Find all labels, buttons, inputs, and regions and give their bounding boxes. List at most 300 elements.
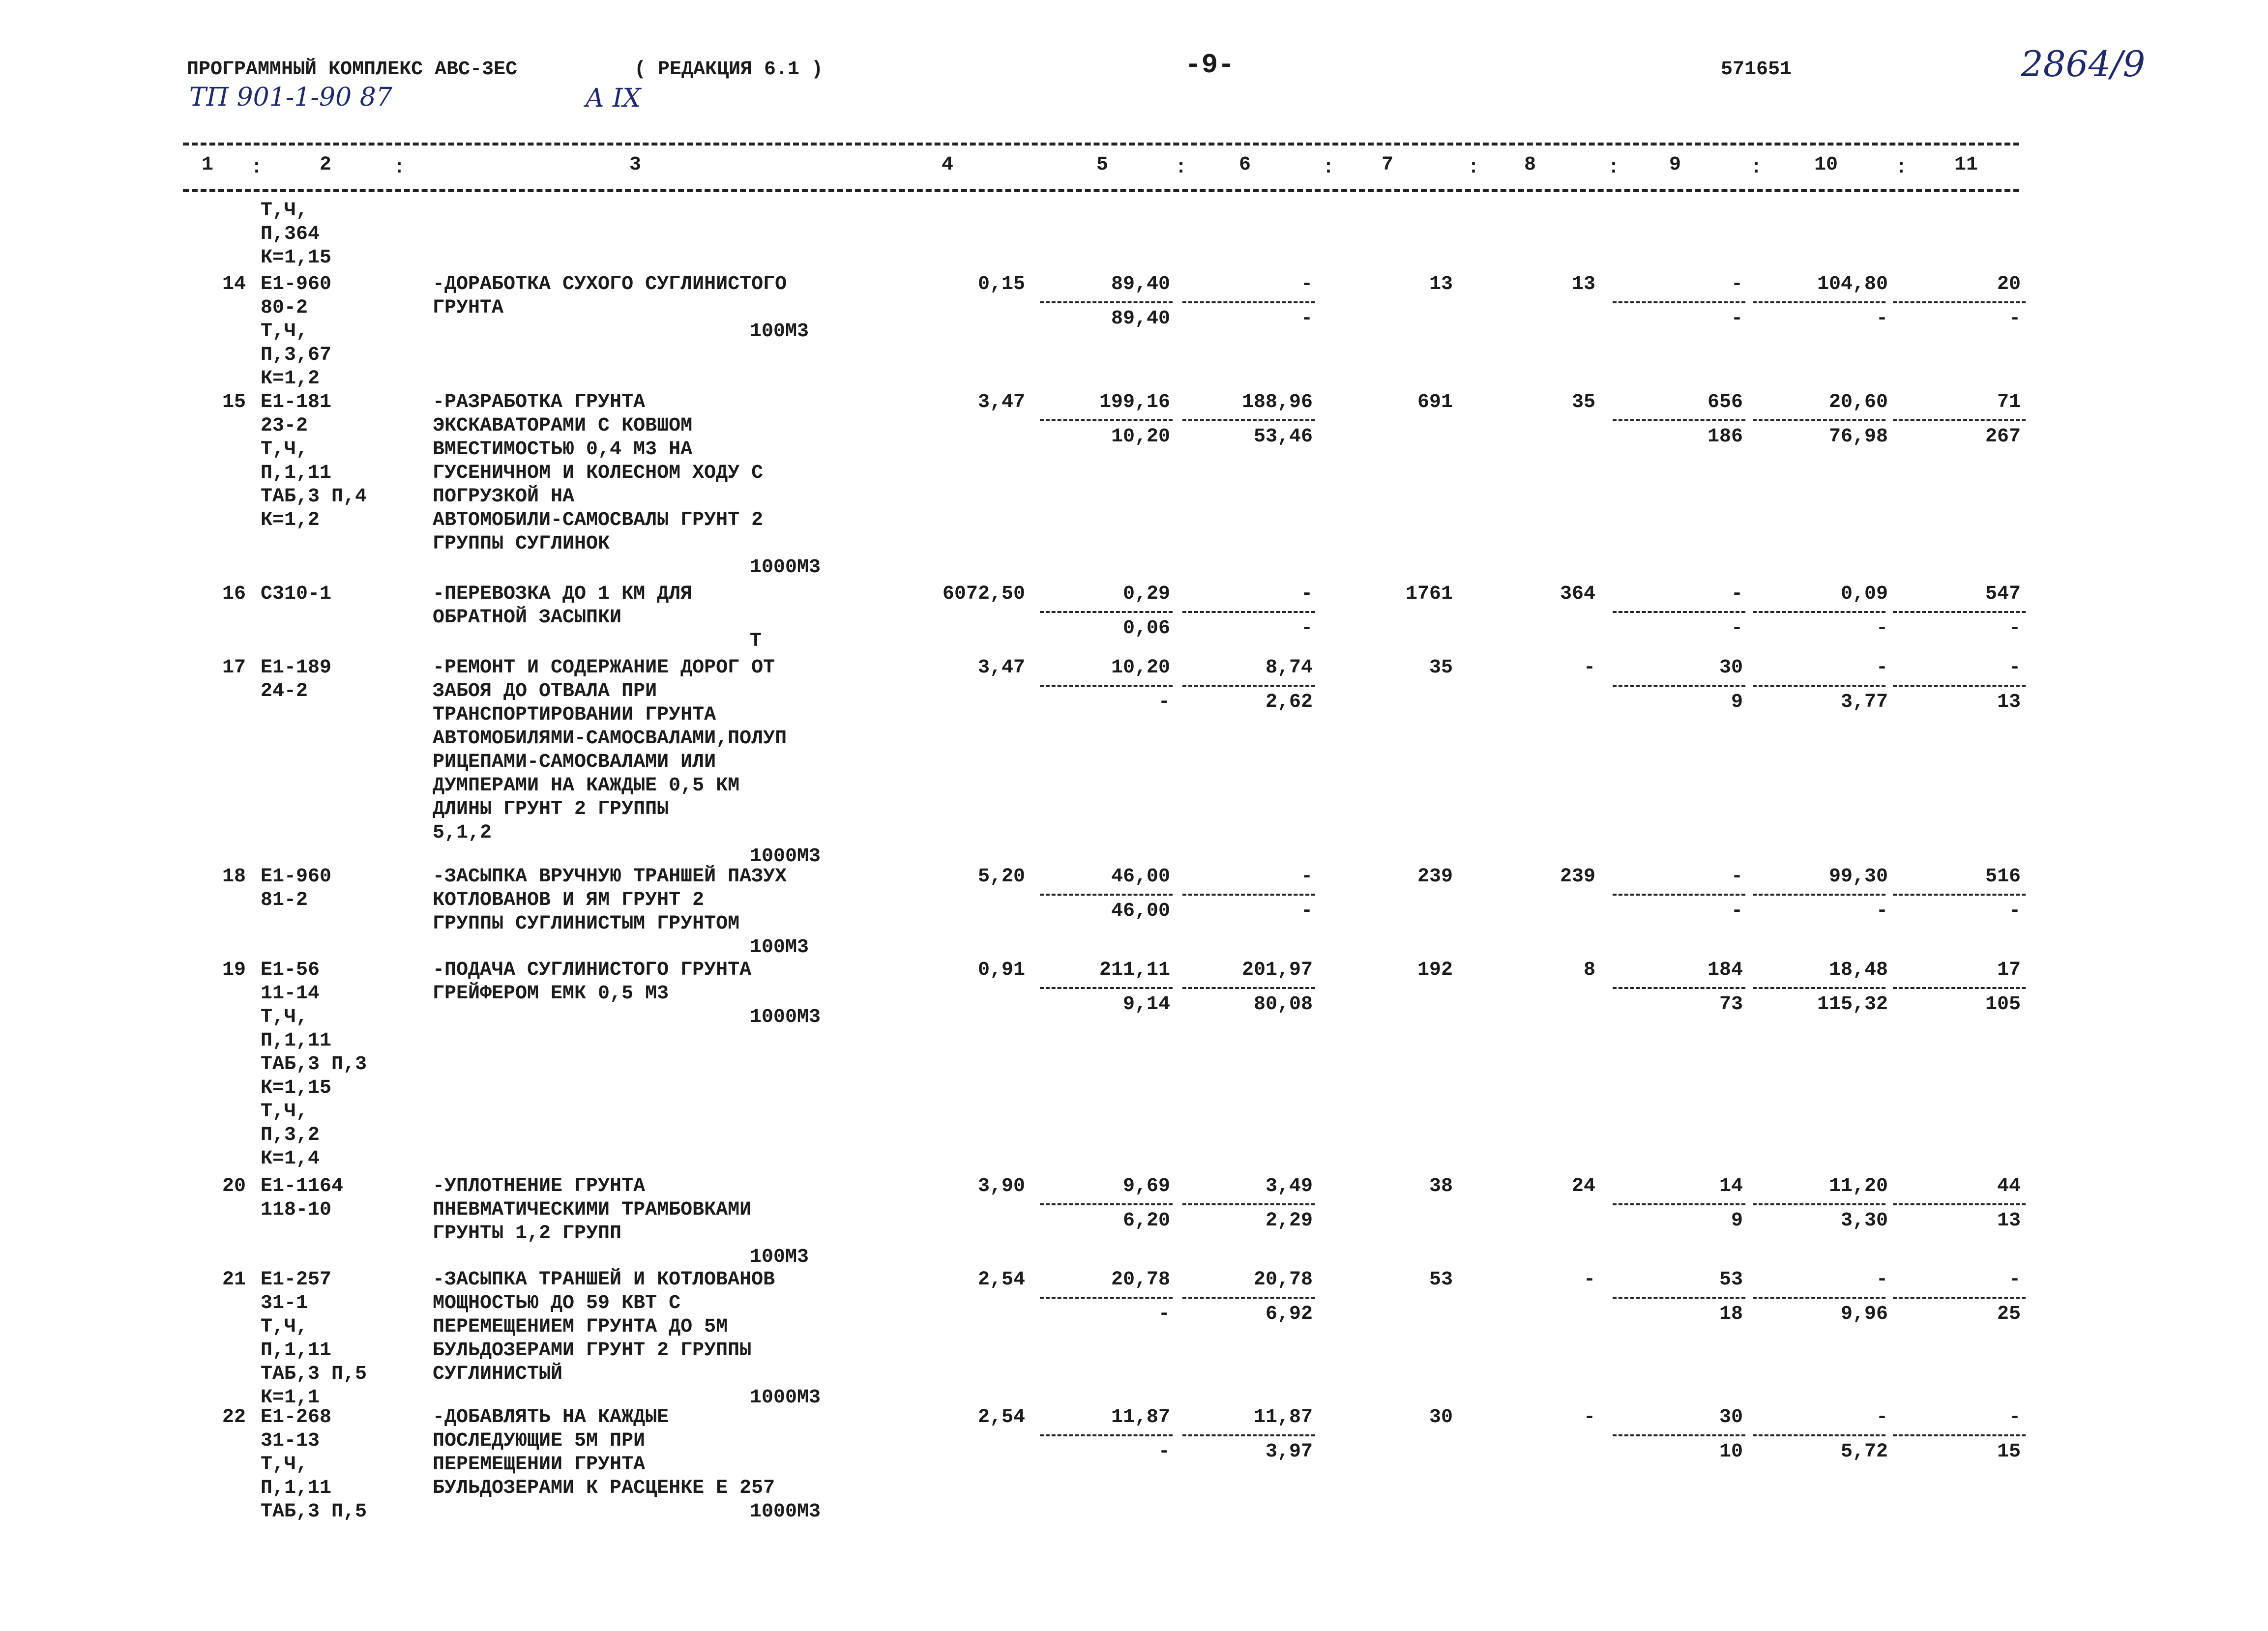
c9-upper-value: 14 — [1719, 1175, 1743, 1197]
price-code-line: Т,Ч, — [261, 1316, 308, 1338]
price-code-line: П,1,11 — [261, 462, 332, 484]
price-code — [261, 273, 331, 391]
work-description — [433, 865, 787, 936]
price-code-line: 80-2 — [261, 297, 308, 319]
quantity-value: 3,90 — [977, 1175, 1025, 1197]
price-code-line: К=1,1 — [261, 1387, 320, 1409]
work-description-line: ЗАБОЯ ДО ОТВАЛА ПРИ — [433, 680, 657, 702]
column-8-value: - — [1583, 657, 1595, 679]
c9-fraction-line — [1613, 419, 1745, 421]
work-description — [433, 1406, 775, 1500]
c5-lower-value: 9,14 — [1122, 993, 1170, 1016]
c11-lower-value: - — [2008, 617, 2021, 640]
c6-upper-value: 11,87 — [1253, 1406, 1313, 1428]
row-number: 17 — [222, 657, 246, 679]
c6-upper-value: - — [1300, 273, 1313, 295]
column-separator: : — [1175, 157, 1187, 179]
c10-fraction-line — [1753, 1434, 1885, 1436]
c11-upper-value: 44 — [1997, 1175, 2021, 1197]
c10-upper-value: 104,80 — [1817, 273, 1888, 295]
work-description-line: ПНЕВМАТИЧЕСКИМИ ТРАМБОВКАМИ — [433, 1199, 752, 1221]
row-number: 19 — [222, 959, 246, 981]
c11-lower-value: 13 — [1997, 1210, 2021, 1232]
unit-of-measure: 100М3 — [750, 1246, 809, 1268]
c11-upper-value: - — [2008, 1406, 2021, 1428]
work-description-line: -УПЛОТНЕНИЕ ГРУНТА — [433, 1175, 646, 1197]
c5-fraction-line — [1040, 1203, 1173, 1205]
c6-fraction-line — [1182, 611, 1315, 613]
c11-fraction-line — [1893, 987, 2026, 989]
c6-lower-value: 80,08 — [1253, 993, 1313, 1016]
c10-lower-value: 9,96 — [1840, 1303, 1888, 1325]
column-separator: : — [1608, 157, 1620, 179]
column-8-value: 8 — [1583, 959, 1595, 981]
work-description-line: -РАЗРАБОТКА ГРУНТА — [433, 391, 646, 413]
work-description-line: РИЦЕПАМИ-САМОСВАЛАМИ ИЛИ — [433, 751, 716, 773]
c6-lower-value: 53,46 — [1253, 426, 1313, 448]
price-code — [261, 656, 331, 703]
c11-fraction-line — [1893, 894, 2026, 896]
column-7-value: 239 — [1417, 866, 1453, 888]
c9-lower-value: 9 — [1731, 1210, 1743, 1232]
c9-fraction-line — [1613, 1297, 1745, 1299]
c5-lower-value: 10,20 — [1111, 426, 1170, 448]
column-header-11: 11 — [1954, 154, 1978, 176]
c11-upper-value: - — [2008, 1269, 2021, 1291]
c10-lower-value: 76,98 — [1828, 426, 1888, 448]
column-header-8: 8 — [1524, 154, 1536, 176]
column-8-value: 239 — [1560, 866, 1595, 888]
quantity-value: 2,54 — [977, 1406, 1025, 1428]
c9-upper-value: - — [1731, 273, 1743, 295]
c6-upper-value: 20,78 — [1253, 1269, 1313, 1291]
c5-upper-value: 211,11 — [1099, 959, 1170, 981]
c6-fraction-line — [1182, 1203, 1315, 1205]
prelude-line: Т,Ч, — [261, 200, 308, 222]
quantity-value: 5,20 — [977, 866, 1025, 888]
c11-lower-value: 15 — [1997, 1441, 2021, 1463]
c6-upper-value: - — [1300, 866, 1313, 888]
column-7-value: 192 — [1417, 959, 1453, 981]
price-code-line: Е1-1164 — [261, 1175, 344, 1197]
price-code-line: Е1-181 — [261, 391, 332, 413]
price-code-line: ТАБ,3 П,5 — [261, 1363, 367, 1385]
c6-lower-value: 6,92 — [1265, 1303, 1313, 1325]
price-code — [261, 865, 331, 912]
unit-of-measure: 1000М3 — [750, 556, 821, 579]
c11-fraction-line — [1893, 1297, 2026, 1299]
c11-fraction-line — [1893, 685, 2026, 687]
c10-fraction-line — [1753, 987, 1885, 989]
work-description-line: ЭКСКАВАТОРАМИ С КОВШОМ — [433, 415, 693, 437]
prelude-line: П,364 — [261, 223, 320, 245]
work-description-line: ПОСЛЕДУЮЩИЕ 5М ПРИ — [433, 1430, 646, 1452]
column-separator: : — [1750, 157, 1763, 179]
price-code-line: П,1,11 — [261, 1477, 332, 1499]
work-description-line: ГРУНТА — [433, 297, 504, 319]
c5-lower-value: - — [1158, 1303, 1170, 1325]
price-code-line: П,1,11 — [261, 1030, 332, 1052]
row-number: 18 — [222, 866, 246, 888]
column-separator: : — [1895, 157, 1908, 179]
c5-fraction-line — [1040, 894, 1173, 896]
work-description-line: ГРЕЙФЕРОМ ЕМК 0,5 М3 — [433, 983, 669, 1005]
c6-lower-value: 3,97 — [1265, 1441, 1313, 1463]
column-header-10: 10 — [1814, 154, 1838, 176]
price-code-line: Е1-56 — [261, 959, 320, 981]
row-number: 16 — [222, 583, 246, 605]
c6-upper-value: 3,49 — [1265, 1175, 1313, 1197]
header-rule-bottom — [183, 189, 2019, 192]
c10-fraction-line — [1753, 1297, 1885, 1299]
c9-fraction-line — [1613, 611, 1745, 613]
work-description-line: -ЗАСЫПКА ВРУЧНУЮ ТРАНШЕЙ ПАЗУХ — [433, 866, 787, 888]
c11-fraction-line — [1893, 419, 2026, 421]
column-7-value: 30 — [1429, 1406, 1453, 1428]
c9-lower-value: 18 — [1719, 1303, 1743, 1325]
work-description-line: ДЛИНЫ ГРУНТ 2 ГРУППЫ — [433, 798, 669, 820]
work-description — [433, 1175, 751, 1246]
column-header-5: 5 — [1096, 154, 1109, 176]
price-code — [261, 1268, 367, 1410]
c11-upper-value: 516 — [1985, 866, 2021, 888]
quantity-value: 6072,50 — [942, 583, 1025, 605]
price-code-line: С310-1 — [261, 583, 332, 605]
column-header-2: 2 — [320, 154, 332, 176]
c9-lower-value: - — [1731, 900, 1743, 922]
c11-lower-value: 105 — [1985, 993, 2021, 1016]
c11-lower-value: - — [2008, 308, 2021, 330]
handwritten-stamp: 2864/9 — [2021, 43, 2146, 85]
c5-upper-value: 199,16 — [1099, 391, 1170, 413]
c9-lower-value: - — [1731, 617, 1743, 640]
c9-lower-value: 10 — [1719, 1441, 1743, 1463]
c10-lower-value: - — [1876, 900, 1888, 922]
c5-upper-value: 89,40 — [1111, 273, 1170, 295]
c10-lower-value: - — [1876, 617, 1888, 640]
work-description — [433, 959, 751, 1006]
column-header-7: 7 — [1382, 154, 1394, 176]
c5-upper-value: 11,87 — [1111, 1406, 1170, 1428]
c9-upper-value: - — [1731, 866, 1743, 888]
c11-fraction-line — [1893, 1434, 2026, 1436]
price-code-line: 24-2 — [261, 680, 308, 702]
price-code-line: Т,Ч, — [261, 1101, 308, 1123]
price-code — [261, 1175, 343, 1222]
c11-lower-value: 13 — [1997, 691, 2021, 713]
price-code-line: 31-13 — [261, 1430, 320, 1452]
price-code-line: К=1,2 — [261, 509, 320, 531]
work-description-line: -ПЕРЕВОЗКА ДО 1 КМ ДЛЯ — [433, 583, 693, 605]
c5-upper-value: 9,69 — [1122, 1175, 1170, 1197]
c11-fraction-line — [1893, 301, 2026, 303]
c5-lower-value: - — [1158, 691, 1170, 713]
work-description-line: БУЛЬДОЗЕРАМИ ГРУНТ 2 ГРУППЫ — [433, 1340, 752, 1362]
work-description-line: -ДОБАВЛЯТЬ НА КАЖДЫЕ — [433, 1406, 669, 1428]
work-description-line: 5,1,2 — [433, 822, 492, 844]
prelude-line: К=1,15 — [261, 247, 332, 269]
work-description-line: ДУМПЕРАМИ НА КАЖДЫЕ 0,5 КМ — [433, 775, 740, 797]
quantity-value: 3,47 — [977, 391, 1025, 413]
c9-upper-value: 30 — [1719, 657, 1743, 679]
c6-upper-value: 201,97 — [1241, 959, 1313, 981]
c6-lower-value: - — [1300, 617, 1313, 640]
c5-fraction-line — [1040, 1297, 1173, 1299]
c11-fraction-line — [1893, 1203, 2026, 1205]
column-8-value: 24 — [1571, 1175, 1595, 1197]
column-8-value: 364 — [1560, 583, 1595, 605]
c6-lower-value: 2,62 — [1265, 691, 1313, 713]
quantity-value: 0,15 — [977, 273, 1025, 295]
row-number: 15 — [222, 391, 246, 413]
price-code — [261, 391, 367, 532]
c9-fraction-line — [1613, 301, 1745, 303]
c11-upper-value: - — [2008, 657, 2021, 679]
c10-lower-value: 115,32 — [1817, 993, 1888, 1016]
row-number: 21 — [222, 1269, 246, 1291]
work-description-line: ВМЕСТИМОСТЬЮ 0,4 М3 НА — [433, 438, 693, 461]
quantity-value: 2,54 — [977, 1269, 1025, 1291]
c9-lower-value: 73 — [1719, 993, 1743, 1016]
work-description-line: ГУСЕНИЧНОМ И КОЛЕСНОМ ХОДУ С — [433, 462, 764, 484]
c5-fraction-line — [1040, 987, 1173, 989]
c5-lower-value: 89,40 — [1111, 308, 1170, 330]
work-description-line: ГРУНТЫ 1,2 ГРУПП — [433, 1223, 622, 1245]
work-description-line: ТРАНСПОРТИРОВАНИИ ГРУНТА — [433, 704, 716, 726]
c6-fraction-line — [1182, 301, 1315, 303]
c6-fraction-line — [1182, 987, 1315, 989]
c5-fraction-line — [1040, 1434, 1173, 1436]
c10-upper-value: 0,09 — [1840, 583, 1888, 605]
price-code-line: Т,Ч, — [261, 1006, 308, 1028]
price-code-line: ТАБ,3 П,3 — [261, 1053, 367, 1076]
price-code-line: Т,Ч, — [261, 320, 308, 343]
work-description-line: ГРУППЫ СУГЛИНИСТЫМ ГРУНТОМ — [433, 913, 740, 935]
price-code-line: Т,Ч, — [261, 1454, 308, 1476]
column-separator: : — [1323, 157, 1335, 179]
unit-of-measure: 100М3 — [750, 936, 809, 959]
c6-fraction-line — [1182, 685, 1315, 687]
c10-lower-value: 5,72 — [1840, 1441, 1888, 1463]
c10-lower-value: 3,77 — [1840, 691, 1888, 713]
c5-fraction-line — [1040, 611, 1173, 613]
work-description-line: АВТОМОБИЛИ-САМОСВАЛЫ ГРУНТ 2 — [433, 509, 764, 531]
work-description-line: ОБРАТНОЙ ЗАСЫПКИ — [433, 607, 622, 629]
c9-upper-value: 30 — [1719, 1406, 1743, 1428]
work-description-line: МОЩНОСТЬЮ ДО 59 КВТ С — [433, 1292, 681, 1314]
c10-upper-value: - — [1876, 1269, 1888, 1291]
c10-upper-value: 11,20 — [1828, 1175, 1888, 1197]
c11-upper-value: 20 — [1997, 273, 2021, 295]
page-number: -9- — [1185, 49, 1235, 81]
c5-lower-value: - — [1158, 1441, 1170, 1463]
c9-upper-value: 656 — [1707, 391, 1743, 413]
project-number: ТП 901-1-90 87 — [189, 83, 392, 112]
c10-fraction-line — [1753, 1203, 1885, 1205]
work-description-line: ПЕРЕМЕЩЕНИЕМ ГРУНТА ДО 5М — [433, 1316, 728, 1338]
c9-upper-value: 184 — [1707, 959, 1743, 981]
work-description-line: ПЕРЕМЕЩЕНИИ ГРУНТА — [433, 1454, 646, 1476]
column-8-value: - — [1583, 1269, 1595, 1291]
edition-label: ( РЕДАКЦИЯ 6.1 ) — [634, 58, 824, 81]
work-description-line: ПОГРУЗКОЙ НА — [433, 486, 575, 508]
c10-fraction-line — [1753, 611, 1885, 613]
work-description — [433, 391, 763, 556]
c5-fraction-line — [1040, 419, 1173, 421]
column-7-value: 53 — [1429, 1269, 1453, 1291]
column-7-value: 691 — [1417, 391, 1453, 413]
row-number: 14 — [222, 273, 246, 295]
work-description-line: -ЗАСЫПКА ТРАНШЕЙ И КОТЛОВАНОВ — [433, 1269, 775, 1291]
c5-fraction-line — [1040, 301, 1173, 303]
row-number: 22 — [222, 1406, 246, 1428]
c9-lower-value: 186 — [1707, 426, 1743, 448]
c10-fraction-line — [1753, 419, 1885, 421]
price-code-line: П,3,2 — [261, 1124, 320, 1146]
price-code-line: ТАБ,3 П,4 — [261, 486, 367, 508]
price-code-line: Е1-268 — [261, 1406, 332, 1428]
column-header-9: 9 — [1669, 154, 1681, 176]
price-code-line: Е1-189 — [261, 657, 332, 679]
work-description-line: БУЛЬДОЗЕРАМИ К РАСЦЕНКЕ Е 257 — [433, 1477, 775, 1499]
c10-upper-value: 99,30 — [1828, 866, 1888, 888]
document-code: 571651 — [1721, 58, 1792, 81]
column-header-3: 3 — [629, 154, 642, 176]
price-code-line: 11-14 — [261, 983, 320, 1005]
c10-lower-value: - — [1876, 308, 1888, 330]
c11-upper-value: 71 — [1997, 391, 2021, 413]
program-title: ПРОГРАММНЫЙ КОМПЛЕКС АВС-3ЕС — [187, 58, 518, 81]
c11-lower-value: 267 — [1985, 426, 2021, 448]
c6-lower-value: - — [1300, 900, 1313, 922]
column-8-value: 35 — [1571, 391, 1595, 413]
prelude-block — [261, 199, 331, 270]
column-7-value: 1761 — [1405, 583, 1453, 605]
price-code-line: П,1,11 — [261, 1340, 332, 1362]
c6-upper-value: 188,96 — [1241, 391, 1313, 413]
c5-upper-value: 0,29 — [1122, 583, 1170, 605]
price-code — [261, 582, 331, 606]
work-description — [433, 582, 692, 630]
c5-lower-value: 0,06 — [1122, 617, 1170, 640]
c10-fraction-line — [1753, 685, 1885, 687]
c6-fraction-line — [1182, 419, 1315, 421]
price-code-line: 31-1 — [261, 1292, 308, 1314]
price-code-line: 23-2 — [261, 415, 308, 437]
price-code-line: К=1,2 — [261, 368, 320, 390]
c9-lower-value: 9 — [1731, 691, 1743, 713]
c6-fraction-line — [1182, 1297, 1315, 1299]
c9-fraction-line — [1613, 1434, 1745, 1436]
c10-fraction-line — [1753, 301, 1885, 303]
price-code-line: 118-10 — [261, 1199, 332, 1221]
c10-upper-value: - — [1876, 657, 1888, 679]
column-separator: : — [1468, 157, 1480, 179]
price-code-line: П,3,67 — [261, 344, 332, 366]
unit-of-measure: 1000М3 — [750, 1006, 821, 1028]
column-7-value: 35 — [1429, 657, 1453, 679]
work-description-line: СУГЛИНИСТЫЙ — [433, 1363, 563, 1385]
c9-upper-value: - — [1731, 583, 1743, 605]
c11-fraction-line — [1893, 611, 2026, 613]
price-code-line: ТАБ,3 П,5 — [261, 1501, 367, 1523]
work-description-line: -ДОРАБОТКА СУХОГО СУГЛИНИСТОГО — [433, 273, 787, 295]
work-description-line: -ПОДАЧА СУГЛИНИСТОГО ГРУНТА — [433, 959, 752, 981]
c11-lower-value: - — [2008, 900, 2021, 922]
price-code-line: К=1,15 — [261, 1077, 332, 1099]
work-description — [433, 1268, 775, 1386]
price-code-line: 81-2 — [261, 889, 308, 911]
column-separator: : — [393, 157, 406, 179]
price-code-line: К=1,4 — [261, 1148, 320, 1170]
c6-fraction-line — [1182, 894, 1315, 896]
work-description-line: -РЕМОНТ И СОДЕРЖАНИЕ ДОРОГ ОТ — [433, 657, 775, 679]
price-code-line: Е1-257 — [261, 1269, 332, 1291]
c9-fraction-line — [1613, 1203, 1745, 1205]
album-label: А IX — [585, 84, 641, 113]
quantity-value: 3,47 — [977, 657, 1025, 679]
c10-upper-value: 20,60 — [1828, 391, 1888, 413]
unit-of-measure: 1000М3 — [750, 1501, 821, 1523]
price-code — [261, 959, 367, 1171]
c5-lower-value: 6,20 — [1122, 1210, 1170, 1232]
c5-upper-value: 10,20 — [1111, 657, 1170, 679]
c11-upper-value: 17 — [1997, 959, 2021, 981]
c6-lower-value: 2,29 — [1265, 1210, 1313, 1232]
column-7-value: 13 — [1429, 273, 1453, 295]
c9-fraction-line — [1613, 685, 1745, 687]
unit-of-measure: 1000М3 — [750, 1387, 821, 1409]
column-header-4: 4 — [942, 154, 954, 176]
work-description-line: АВТОМОБИЛЯМИ-САМОСВАЛАМИ,ПОЛУП — [433, 728, 787, 750]
c11-upper-value: 547 — [1985, 583, 2021, 605]
c10-upper-value: - — [1876, 1406, 1888, 1428]
c5-upper-value: 20,78 — [1111, 1269, 1170, 1291]
work-description-line: ГРУППЫ СУГЛИНОК — [433, 533, 610, 555]
c6-upper-value: 8,74 — [1265, 657, 1313, 679]
column-header-1: 1 — [202, 154, 214, 176]
column-separator: : — [251, 157, 263, 179]
price-code-line: Е1-960 — [261, 866, 332, 888]
c9-lower-value: - — [1731, 308, 1743, 330]
c5-fraction-line — [1040, 685, 1173, 687]
work-description — [433, 273, 787, 320]
column-8-value: 13 — [1571, 273, 1595, 295]
row-number: 20 — [222, 1175, 246, 1197]
c6-lower-value: - — [1300, 308, 1313, 330]
c5-upper-value: 46,00 — [1111, 866, 1170, 888]
c10-upper-value: 18,48 — [1828, 959, 1888, 981]
quantity-value: 0,91 — [977, 959, 1025, 981]
c9-fraction-line — [1613, 987, 1745, 989]
header-rule-top — [183, 143, 2019, 146]
c10-lower-value: 3,30 — [1840, 1210, 1888, 1232]
work-description-line: КОТЛОВАНОВ И ЯМ ГРУНТ 2 — [433, 889, 705, 911]
c9-fraction-line — [1613, 894, 1745, 896]
unit-of-measure: Т — [750, 630, 762, 652]
column-header-6: 6 — [1239, 154, 1251, 176]
c10-fraction-line — [1753, 894, 1885, 896]
c9-upper-value: 53 — [1719, 1269, 1743, 1291]
work-description — [433, 656, 787, 845]
unit-of-measure: 1000М3 — [750, 845, 821, 868]
price-code-line: Т,Ч, — [261, 438, 308, 461]
column-7-value: 38 — [1429, 1175, 1453, 1197]
c5-lower-value: 46,00 — [1111, 900, 1170, 922]
price-code-line: Е1-960 — [261, 273, 332, 295]
column-8-value: - — [1583, 1406, 1595, 1428]
price-code — [261, 1406, 367, 1524]
